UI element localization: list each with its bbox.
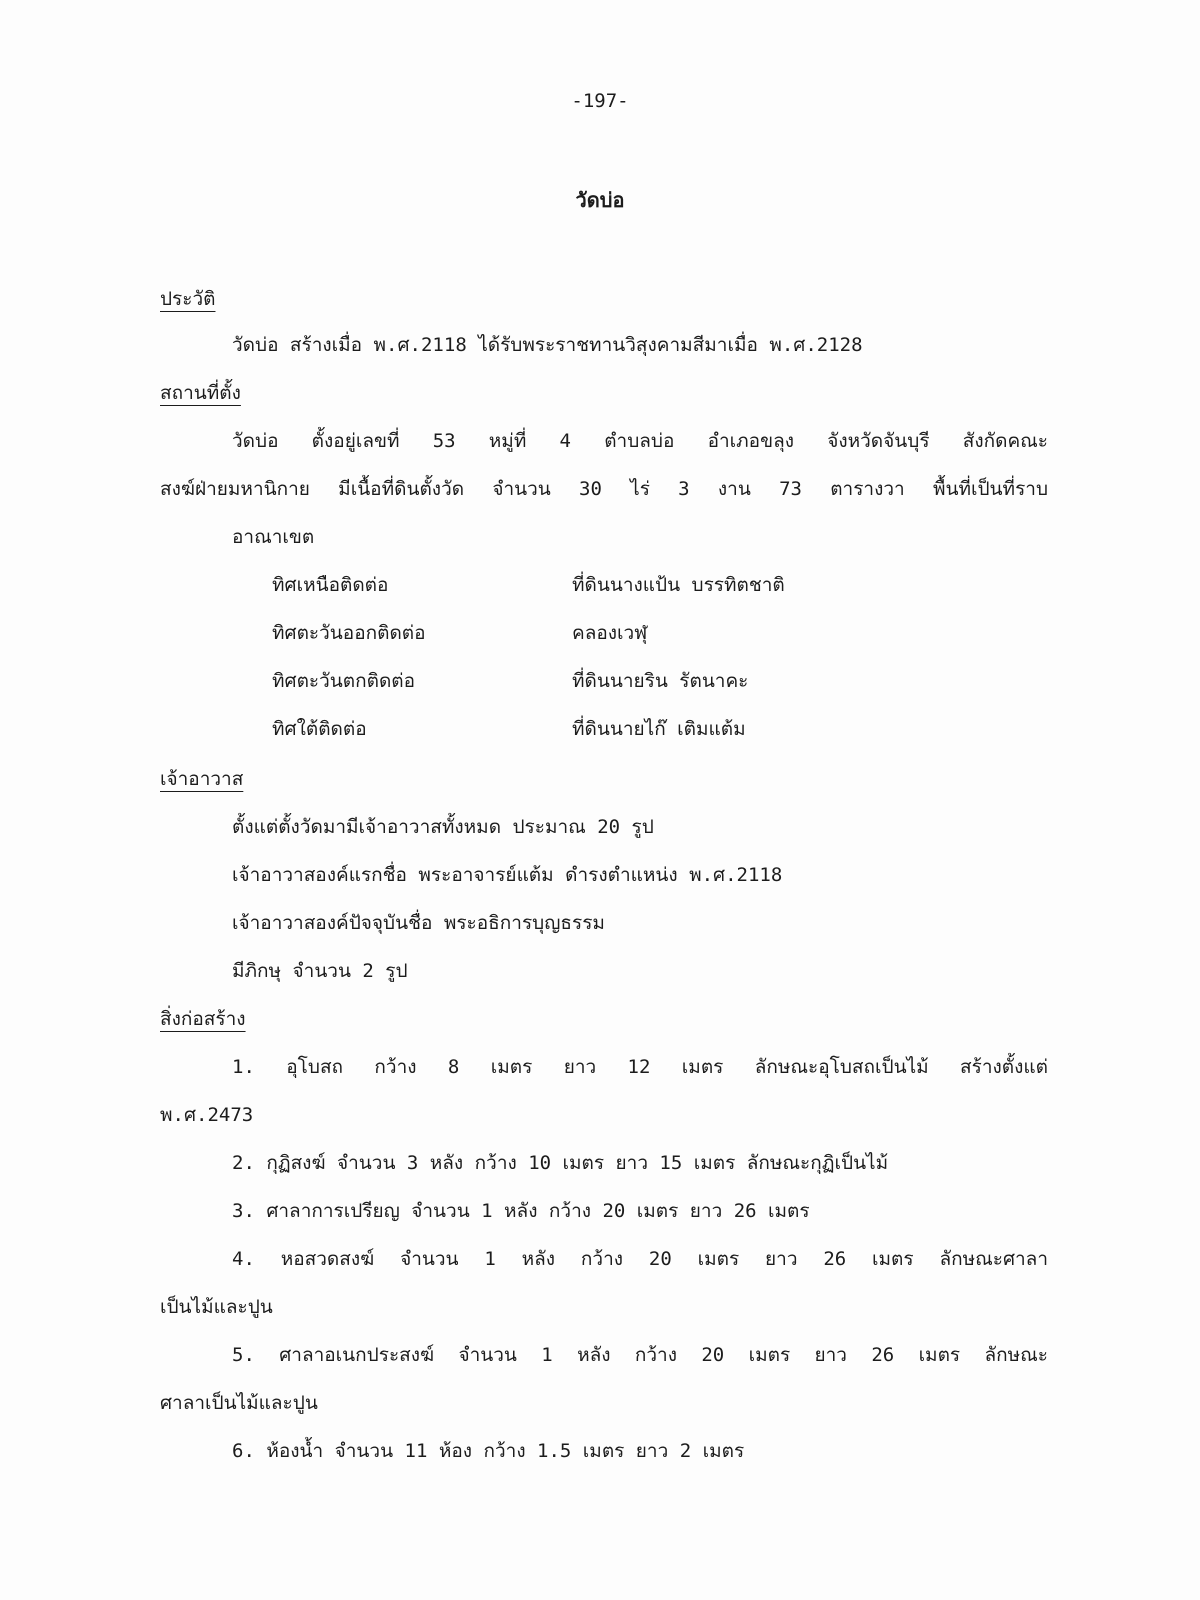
building-item-5: 5. ศาลาอเนกประสงฆ์ จำนวน 1 หลัง กว้าง 20 เมตร ยาว 26 เมตร ลักษณะ [232, 1344, 1048, 1366]
building-item-4: 4. หอสวดสงฆ์ จำนวน 1 หลัง กว้าง 20 เมตร ยาว 26 เมตร ลักษณะศาลา [232, 1248, 1048, 1270]
building-item-4-cont: เป็นไม้และปูน [160, 1296, 273, 1318]
history-text: วัดบ่อ สร้างเมื่อ พ.ศ.2118 ได้รับพระราชทานวิสุงคามสีมาเมื่อ พ.ศ.2128 [232, 334, 863, 356]
abbot-line: มีภิกษุ จำนวน 2 รูป [232, 960, 408, 982]
location-line-2: สงฆ์ฝ่ายมหานิกาย มีเนื้อที่ดินตั้งวัด จำนวน 30 ไร่ 3 งาน 73 ตารางวา พื้นที่เป็นที่ราบ [160, 478, 1048, 500]
building-item-2: 2. กุฏิสงฆ์ จำนวน 3 หลัง กว้าง 10 เมตร ยาว 15 เมตร ลักษณะกุฏิเป็นไม้ [232, 1152, 889, 1174]
abbot-line: เจ้าอาวาสองค์แรกชื่อ พระอาจารย์แต้ม ดำรงตำแหน่ง พ.ศ.2118 [232, 864, 783, 886]
boundary-direction-west: ทิศตะวันตกติดต่อ [272, 670, 416, 692]
page-title: วัดบ่อ [575, 188, 625, 212]
boundary-neighbor-south: ที่ดินนายไก๊ เติมแต้ม [572, 718, 746, 740]
building-item-1-cont: พ.ศ.2473 [160, 1104, 254, 1126]
boundary-direction-east: ทิศตะวันออกติดต่อ [272, 622, 426, 644]
abbot-line: ตั้งแต่ตั้งวัดมามีเจ้าอาวาสทั้งหมด ประมาณ 20 รูป [232, 816, 654, 838]
boundary-direction-south: ทิศใต้ติดต่อ [272, 718, 367, 740]
boundary-direction-north: ทิศเหนือติดต่อ [272, 574, 389, 596]
building-item-1: 1. อุโบสถ กว้าง 8 เมตร ยาว 12 เมตร ลักษณะอุโบสถเป็นไม้ สร้างตั้งแต่ [232, 1056, 1048, 1078]
boundary-neighbor-west: ที่ดินนายริน รัตนาคะ [572, 670, 749, 692]
building-item-5-cont: ศาลาเป็นไม้และปูน [160, 1392, 318, 1414]
section-heading-abbots: เจ้าอาวาส [160, 768, 244, 790]
location-line-1: วัดบ่อ ตั้งอยู่เลขที่ 53 หมู่ที่ 4 ตำบลบ่อ อำเภอขลุง จังหวัดจันบุรี สังกัดคณะ [232, 430, 1048, 452]
boundary-label: อาณาเขต [232, 526, 315, 548]
page-number: -197- [571, 90, 629, 112]
section-heading-buildings: สิ่งก่อสร้าง [160, 1008, 246, 1030]
section-heading-history: ประวัติ [160, 288, 216, 310]
boundary-neighbor-north: ที่ดินนางแป้น บรรทิตชาติ [572, 574, 785, 596]
building-item-6: 6. ห้องน้ำ จำนวน 11 ห้อง กว้าง 1.5 เมตร ยาว 2 เมตร [232, 1440, 745, 1462]
boundary-neighbor-east: คลองเวฬุ [572, 622, 648, 644]
section-heading-location: สถานที่ตั้ง [160, 382, 241, 404]
building-item-3: 3. ศาลาการเปรียญ จำนวน 1 หลัง กว้าง 20 เมตร ยาว 26 เมตร [232, 1200, 810, 1222]
abbot-line: เจ้าอาวาสองค์ปัจจุบันชื่อ พระอธิการบุญธรรม [232, 912, 605, 934]
